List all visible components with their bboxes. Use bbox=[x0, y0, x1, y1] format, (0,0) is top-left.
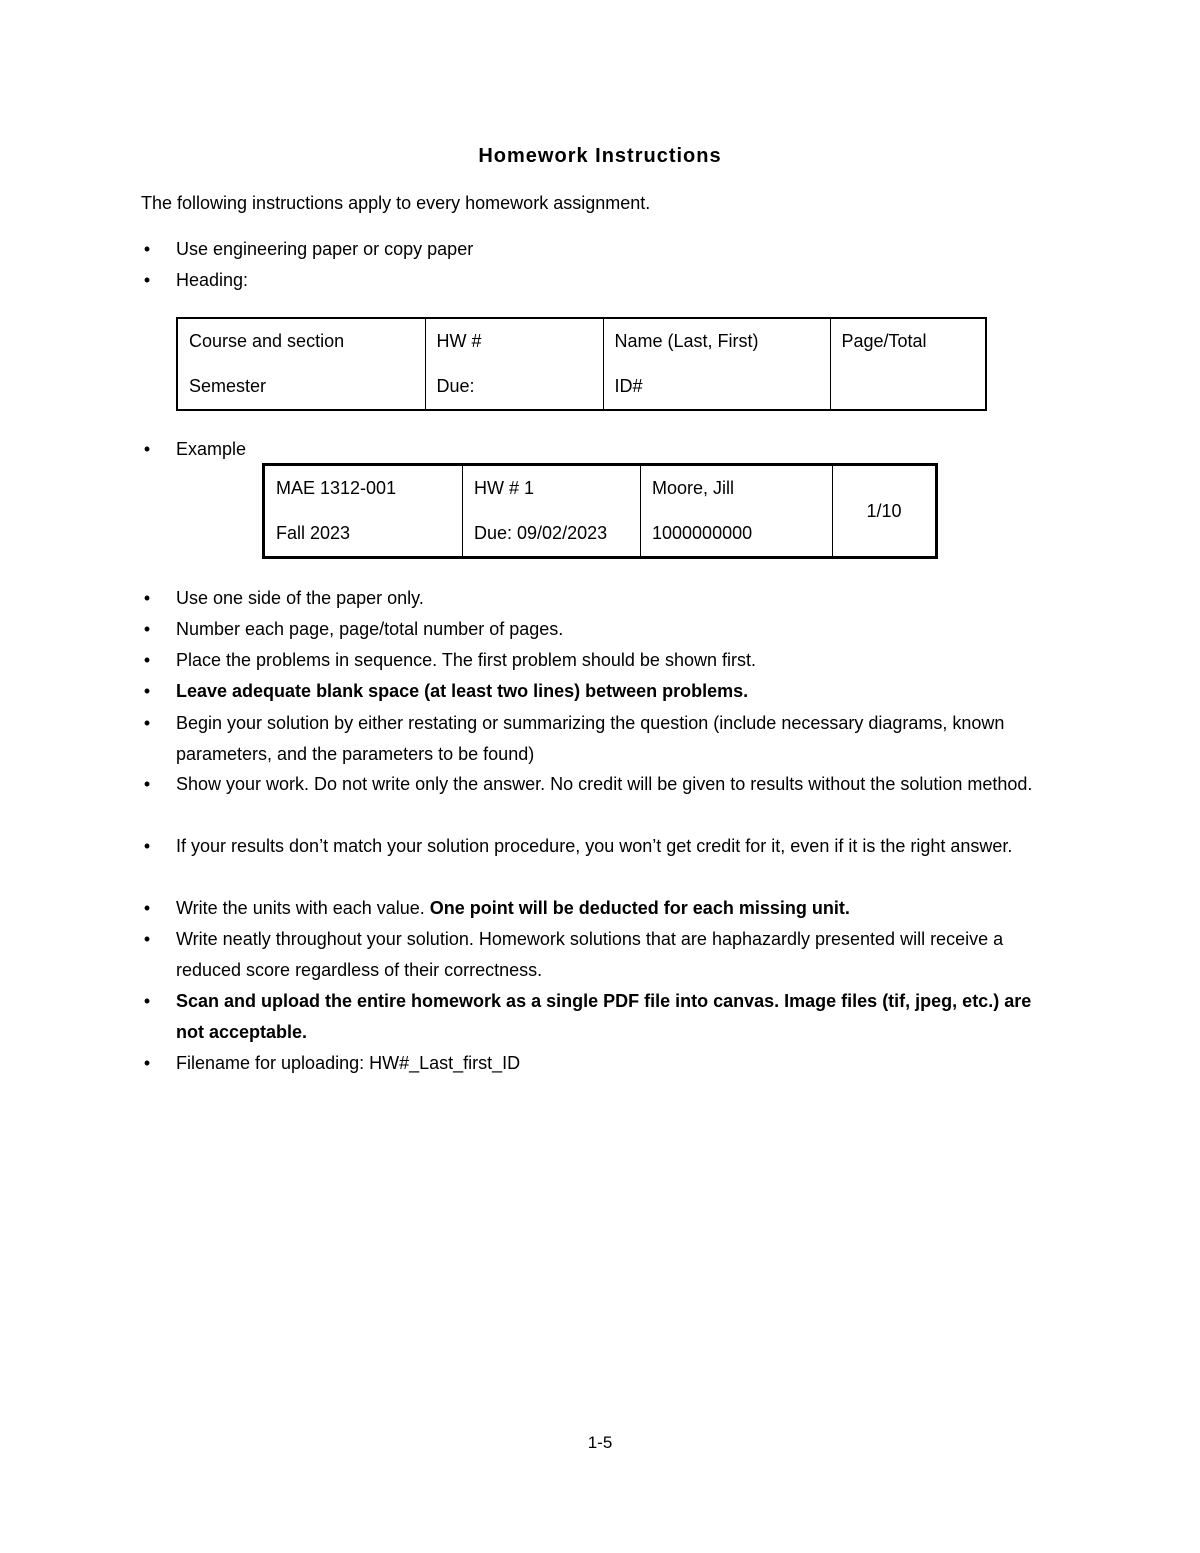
list-item-text bbox=[176, 893, 1051, 924]
list-item bbox=[141, 234, 1051, 265]
list-item-text bbox=[176, 986, 1051, 1048]
page-title: Homework Instructions bbox=[478, 145, 722, 167]
bullet-icon: • bbox=[143, 588, 151, 608]
intro-text: The following instructions apply to every homework assignment. bbox=[141, 193, 651, 213]
text-segment: Use one side of the paper only. bbox=[176, 588, 424, 608]
bullet-icon: • bbox=[143, 239, 151, 259]
bullet-icon: • bbox=[143, 681, 151, 701]
bold-text: Leave adequate blank space (at least two lines) between problems. bbox=[176, 681, 749, 701]
list-item-text bbox=[176, 831, 1051, 862]
text-segment: Place the problems in sequence. The first problem should be shown first. bbox=[176, 650, 756, 670]
bullet-icon: • bbox=[143, 898, 151, 918]
list-item-text bbox=[176, 614, 1051, 645]
list-item-text bbox=[176, 583, 1051, 614]
example-cell-course: MAE 1312-001 Fall 2023 bbox=[264, 465, 463, 558]
heading-format-table bbox=[176, 317, 987, 411]
text-segment: If your results don’t match your solution procedure, you won’t get credit for it, even if it is the right answer. bbox=[176, 836, 1013, 856]
heading-cell-course: Course and section Semester bbox=[177, 318, 425, 410]
list-item-text bbox=[176, 1048, 1051, 1079]
list-item bbox=[141, 614, 1051, 645]
list-item-text bbox=[176, 708, 1051, 770]
text-segment: Number each page, page/total number of pages. bbox=[176, 619, 564, 639]
text-segment: Write the units with each value. bbox=[176, 898, 430, 918]
text-segment: Begin your solution by either restating or summarizing the question (include necessary diagrams, known parameters, and the parameters to be found) bbox=[176, 713, 1005, 764]
list-item-text bbox=[176, 769, 1051, 800]
bullet-icon: • bbox=[143, 774, 151, 794]
heading-cell-hw: HW # Due: bbox=[425, 318, 603, 410]
text-segment: Use engineering paper or copy paper bbox=[176, 239, 474, 259]
bullet-icon: • bbox=[143, 619, 151, 639]
bullet-icon: • bbox=[143, 713, 151, 733]
list-item bbox=[141, 924, 1051, 986]
text-segment: Write neatly throughout your solution. Homework solutions that are haphazardly presented will receive a reduced score regardless of their correctness. bbox=[176, 929, 1004, 980]
list-item bbox=[141, 831, 1051, 862]
list-item-text bbox=[176, 645, 1051, 676]
bold-text: One point will be deducted for each missing unit. bbox=[429, 898, 850, 918]
list-item-text bbox=[176, 676, 1051, 707]
bullet-icon: • bbox=[143, 929, 151, 949]
bullet-icon: • bbox=[143, 836, 151, 856]
list-item bbox=[141, 1048, 1051, 1079]
example-heading-table bbox=[262, 463, 938, 559]
list-item-text bbox=[176, 924, 1051, 986]
text-segment: Heading: bbox=[176, 270, 249, 290]
example-cell-hw: HW # 1 Due: 09/02/2023 bbox=[463, 465, 641, 558]
bold-text: Scan and upload the entire homework as a single PDF file into canvas. Image files (tif, jpeg, etc.) are not acceptable. bbox=[176, 991, 1032, 1042]
text-segment: Filename for uploading: HW#_Last_first_ID bbox=[176, 1053, 521, 1073]
list-item bbox=[141, 708, 1051, 770]
bullet-icon: • bbox=[143, 1053, 151, 1073]
list-item bbox=[141, 769, 1051, 800]
list-item-text bbox=[176, 265, 1051, 296]
example-cell-name: Moore, Jill 1000000000 bbox=[641, 465, 833, 558]
example-cell-page: 1/10 bbox=[833, 465, 937, 558]
heading-cell-name: Name (Last, First) ID# bbox=[603, 318, 830, 410]
list-item bbox=[141, 986, 1051, 1048]
bullet-icon: • bbox=[143, 439, 151, 459]
bullet-icon: • bbox=[143, 650, 151, 670]
list-item-example: • Example bbox=[141, 434, 1051, 465]
list-item bbox=[141, 893, 1051, 924]
bullet-icon: • bbox=[143, 991, 151, 1011]
list-item-text bbox=[176, 234, 1051, 265]
list-item bbox=[141, 583, 1051, 614]
bullet-icon: • bbox=[143, 270, 151, 290]
page-number: 1-5 bbox=[587, 1433, 613, 1452]
list-item bbox=[141, 676, 1051, 707]
text-segment: Show your work. Do not write only the answer. No credit will be given to results without the solution method. bbox=[176, 774, 1033, 794]
list-item bbox=[141, 265, 1051, 296]
list-item bbox=[141, 645, 1051, 676]
heading-cell-page: Page/Total bbox=[830, 318, 986, 410]
